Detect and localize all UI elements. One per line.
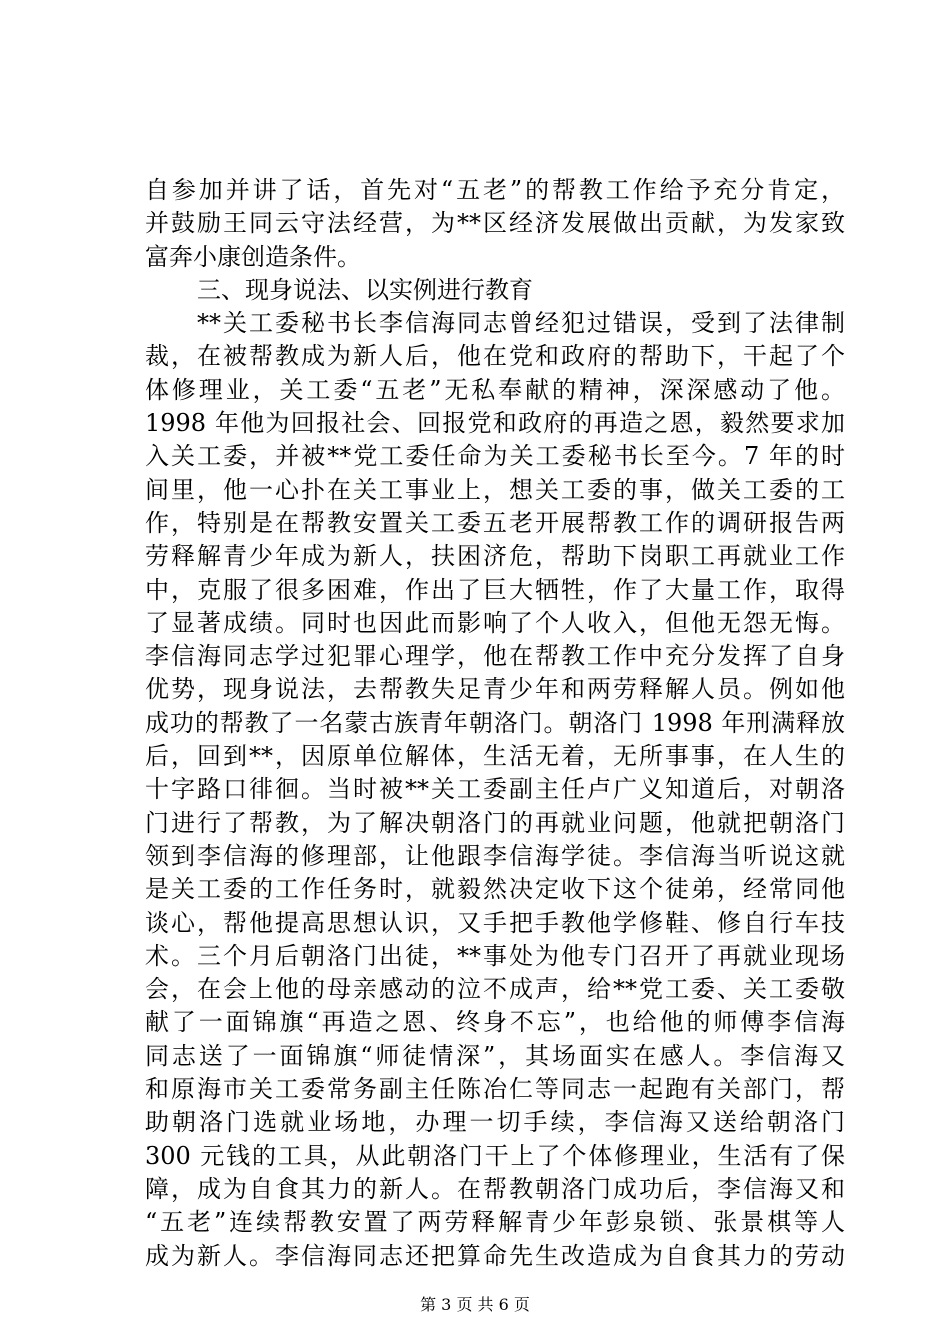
text-line: 自参加并讲了话，首先对“五老”的帮教工作给予充分肯定， bbox=[145, 176, 845, 204]
text-line: 并鼓励王同云守法经营，为**区经济发展做出贡献，为发家致 bbox=[145, 209, 845, 238]
text-line: 领到李信海的修理部，让他跟李信海学徒。李信海当听说这就 bbox=[145, 841, 845, 870]
text-line: 1998 年他为回报社会、回报党和政府的再造之恩，毅然要求加 bbox=[145, 409, 845, 438]
text-line: 献了一面锦旗“再造之恩、终身不忘”，也给他的师傅李信海 bbox=[145, 1008, 845, 1037]
text-line: 后，回到**，因原单位解体，生活无着，无所事事，在人生的 bbox=[145, 742, 845, 771]
text-line: 谈心，帮他提高思想认识，又手把手教他学修鞋、修自行车技 bbox=[145, 908, 845, 937]
text-line: 体修理业，关工委“五老”无私奉献的精神，深深感动了他。 bbox=[145, 375, 845, 404]
text-line: 入关工委，并被**党工委任命为关工委秘书长至今。7 年的时 bbox=[145, 442, 845, 471]
body-text bbox=[145, 174, 845, 1273]
text-line: 劳释解青少年成为新人，扶困济危，帮助下岗职工再就业工作 bbox=[145, 542, 845, 571]
text-line: 十字路口徘徊。当时被**关工委副主任卢广义知道后，对朝洛 bbox=[145, 775, 845, 804]
text-line: 是关工委的工作任务时，就毅然决定收下这个徒弟，经常同他 bbox=[145, 875, 845, 904]
text-line: 300 元钱的工具，从此朝洛门干上了个体修理业，生活有了保 bbox=[145, 1141, 845, 1170]
text-line: 障，成为自食其力的新人。在帮教朝洛门成功后，李信海又和 bbox=[145, 1174, 845, 1203]
text-line: **关工委秘书长李信海同志曾经犯过错误，受到了法律制 bbox=[197, 309, 845, 338]
text-line: 会，在会上他的母亲感动的泣不成声，给**党工委、关工委敬 bbox=[145, 975, 845, 1004]
page-number-footer: 第 3 页 共 6 页 bbox=[420, 1295, 530, 1314]
text-line: “五老”连续帮教安置了两劳释解青少年彭泉锁、张景棋等人 bbox=[145, 1208, 845, 1237]
text-line: 优势，现身说法，去帮教失足青少年和两劳释解人员。例如他 bbox=[145, 675, 845, 704]
text-line: 术。三个月后朝洛门出徒，**事处为他专门召开了再就业现场 bbox=[145, 941, 845, 970]
text-line: 成功的帮教了一名蒙古族青年朝洛门。朝洛门 1998 年刑满释放 bbox=[145, 708, 845, 737]
text-line: 作，特别是在帮教安置关工委五老开展帮教工作的调研报告两 bbox=[145, 508, 845, 537]
text-line: 李信海同志学过犯罪心理学，他在帮教工作中充分发挥了自身 bbox=[145, 642, 845, 671]
text-line: 同志送了一面锦旗“师徒情深”，其场面实在感人。李信海又 bbox=[145, 1041, 845, 1070]
text-line: 间里，他一心扑在关工事业上，想关工委的事，做关工委的工 bbox=[145, 475, 845, 504]
text-line: 成为新人。李信海同志还把算命先生改造成为自食其力的劳动 bbox=[145, 1241, 845, 1270]
text-line: 中，克服了很多困难，作出了巨大牺牲，作了大量工作，取得 bbox=[145, 575, 845, 604]
text-line: 和原海市关工委常务副主任陈冶仁等同志一起跑有关部门，帮 bbox=[145, 1075, 845, 1104]
text-line: 门进行了帮教，为了解决朝洛门的再就业问题，他就把朝洛门 bbox=[145, 808, 845, 837]
section-heading: 三、现身说法、以实例进行教育 bbox=[197, 275, 533, 304]
text-line: 了显著成绩。同时也因此而影响了个人收入，但他无怨无悔。 bbox=[145, 608, 845, 637]
text-line: 助朝洛门选就业场地，办理一切手续，李信海又送给朝洛门 bbox=[145, 1108, 845, 1137]
text-line: 裁，在被帮教成为新人后，他在党和政府的帮助下，干起了个 bbox=[145, 342, 845, 371]
text-line: 富奔小康创造条件。 bbox=[145, 242, 361, 271]
